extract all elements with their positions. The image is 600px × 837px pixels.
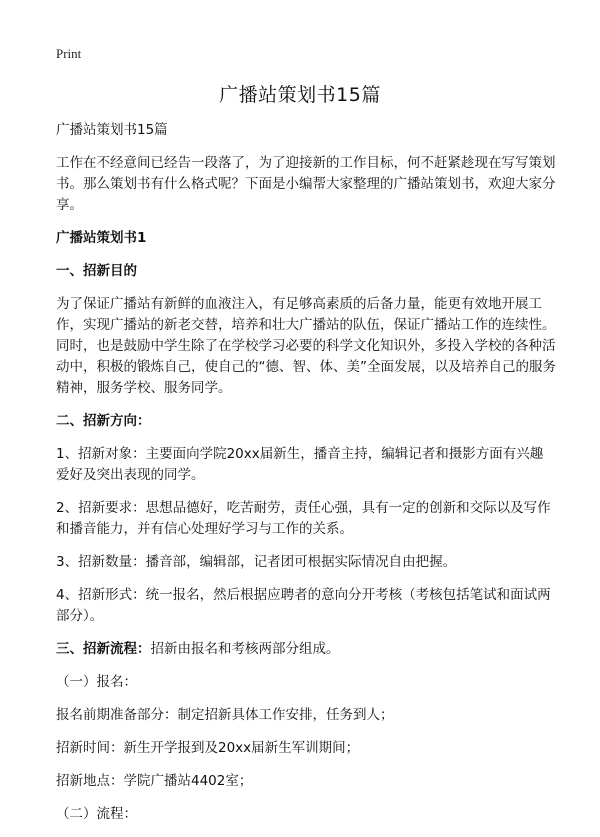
intro-paragraph: 工作在不经意间已经告一段落了，为了迎接新的工作目标，何不赶紧趁现在写写策划书。那么策划书有什么格式呢？下面是小编帮大家整理的广播站策划书，欢迎大家分享。 <box>56 155 556 213</box>
sub-heading-registration: （一）报名： <box>56 674 137 690</box>
process-text: 招新由报名和考核两部分组成。 <box>150 641 340 657</box>
print-link[interactable]: Print <box>56 46 82 61</box>
direction-item-1: 1、招新对象：主要面向学院20xx届新生，播音主持，编辑记者和摄影方面有兴趣爱好及突出表现的同学。 <box>56 446 544 483</box>
process-paragraph <box>56 639 556 660</box>
section-heading: 广播站策划书1 <box>56 230 147 246</box>
sub-heading-process: （二）流程： <box>56 806 137 822</box>
heading-direction: 二、招新方向： <box>56 413 151 429</box>
purpose-paragraph: 为了保证广播站有新鲜的血液注入，有足够高素质的后备力量，能更有效地开展工作，实现广播站的新老交替，培养和壮大广播站的队伍，保证广播站工作的连续性。同时，也是鼓励中学生除了在学校学习必要的科学文化知识外，多投入学校的各种活动中，积极的锻炼自己，使自己的“德、智、体、美”全面发展，以及培养自己的服务精神，服务学校、服务同学。 <box>56 296 556 396</box>
direction-item-3: 3、招新数量：播音部，编辑部，记者团可根据实际情况自由把握。 <box>56 554 457 570</box>
process-label: 三、招新流程： <box>56 641 151 657</box>
document-subtitle: 广播站策划书15篇 <box>56 122 168 138</box>
heading-purpose: 一、招新目的 <box>56 263 137 279</box>
direction-item-2: 2、招新要求：思想品德好，吃苦耐劳，责任心强，具有一定的创新和交际以及写作和播音能力，并有信心处理好学习与工作的关系。 <box>56 500 551 537</box>
page-title: 广播站策划书15篇 <box>219 84 381 106</box>
document-body <box>56 120 556 837</box>
prep-paragraph: 报名前期准备部分：制定招新具体工作安排，任务到人； <box>56 707 394 723</box>
time-paragraph: 招新时间：新生开学报到及20xx届新生军训期间； <box>56 740 360 756</box>
place-paragraph: 招新地点：学院广播站4402室； <box>56 773 253 789</box>
direction-item-4: 4、招新形式：统一报名，然后根据应聘者的意向分开考核（考核包括笔试和面试两部分）。 <box>56 587 551 624</box>
